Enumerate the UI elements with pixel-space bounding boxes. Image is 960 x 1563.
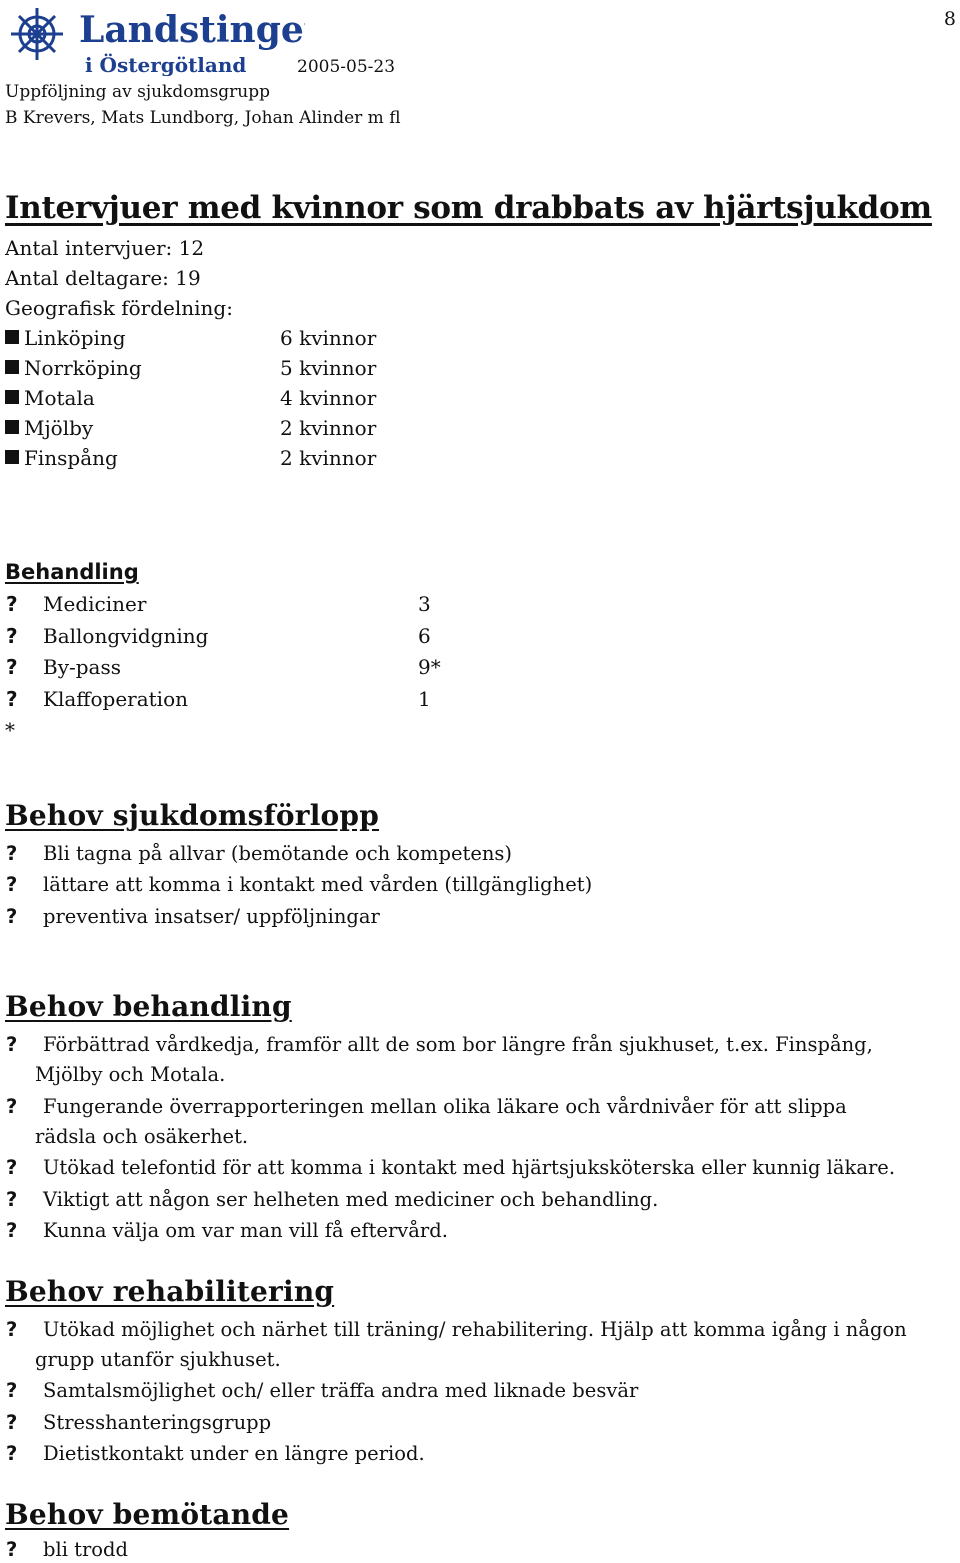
snowflake-emblem-icon	[5, 2, 305, 76]
section-heading-rehab: Behov rehabilitering	[5, 1275, 335, 1308]
geo-row	[5, 326, 405, 354]
square-bullet-icon	[5, 360, 19, 374]
header-project: Uppföljning av sjukdomsgrupp	[5, 82, 271, 102]
section-heading-attitude: Behov bemötande	[5, 1498, 290, 1531]
bullet-glyph: ?	[6, 624, 18, 648]
page-number: 8	[943, 8, 956, 30]
bullet-glyph: ?	[6, 655, 18, 679]
bullet-glyph: ?	[6, 873, 18, 896]
geo-count: 2 kvinnor	[280, 416, 377, 440]
square-bullet-icon	[5, 390, 19, 404]
list-item-text: Utökad möjlighet och närhet till träning/ rehabilitering. Hjälp att komma igång i någon	[43, 1318, 907, 1341]
list-item-text: Förbättrad vårdkedja, framför allt de som bor längre från sjukhuset, t.ex. Finspång,	[43, 1033, 873, 1056]
treatment-label: By-pass	[43, 655, 122, 679]
bullet-glyph: ?	[6, 1411, 18, 1434]
list-item-continuation: grupp utanför sjukhuset.	[35, 1348, 281, 1371]
geo-row	[5, 386, 405, 414]
bullet-glyph: ?	[6, 1379, 18, 1402]
bullet-glyph: ?	[6, 1095, 18, 1118]
header-date: 2005-05-23	[297, 57, 396, 77]
geo-label: Geografisk fördelning:	[5, 296, 233, 320]
geo-count: 5 kvinnor	[280, 356, 377, 380]
geo-city: Mjölby	[24, 416, 94, 440]
treatment-value: 1	[418, 687, 431, 711]
logo-subtext: i Östergötland	[85, 53, 247, 76]
bullet-glyph: ?	[6, 1442, 18, 1465]
list-item-text: Utökad telefontid för att komma i kontakt med hjärtsjuksköterska eller kunnig läkare.	[43, 1156, 896, 1179]
geo-count: 6 kvinnor	[280, 326, 377, 350]
list-item-text: Stresshanteringsgrupp	[43, 1411, 272, 1434]
bullet-glyph: ?	[6, 1188, 18, 1211]
geo-row	[5, 446, 405, 474]
bullet-glyph: ?	[6, 842, 18, 865]
list-item-text: Samtalsmöjlighet och/ eller träffa andra med liknade besvär	[43, 1379, 639, 1402]
treatment-row	[0, 655, 960, 685]
page-title: Intervjuer med kvinnor som drabbats av hjärtsjukdom	[5, 190, 932, 226]
landstinget-logo	[5, 2, 305, 76]
square-bullet-icon	[5, 450, 19, 464]
square-bullet-icon	[5, 420, 19, 434]
bullet-glyph: ?	[6, 592, 18, 616]
geo-city: Linköping	[24, 326, 126, 350]
square-bullet-icon	[5, 330, 19, 344]
treatment-value: 9*	[418, 655, 441, 679]
geo-row	[5, 356, 405, 384]
list-item-continuation: Mjölby och Motala.	[35, 1063, 226, 1086]
geo-row	[5, 416, 405, 444]
geo-city: Motala	[24, 386, 95, 410]
bullet-glyph: ?	[6, 1318, 18, 1341]
treatment-label: Klaffoperation	[43, 687, 188, 711]
list-item-text: lättare att komma i kontakt med vården (tillgänglighet)	[43, 873, 593, 896]
treatment-value: 6	[418, 624, 431, 648]
geo-count: 4 kvinnor	[280, 386, 377, 410]
list-item-text: Viktigt att någon ser helheten med mediciner och behandling.	[43, 1188, 659, 1211]
bullet-glyph: ?	[6, 1538, 18, 1561]
list-item-text: Fungerande överrapporteringen mellan olika läkare och vårdnivåer för att slippa	[43, 1095, 847, 1118]
participant-count: Antal deltagare: 19	[5, 266, 201, 290]
footnote-marker: *	[5, 718, 15, 742]
geo-count: 2 kvinnor	[280, 446, 377, 470]
treatment-value: 3	[418, 592, 431, 616]
list-item-text: bli trodd	[43, 1538, 129, 1561]
geo-city: Norrköping	[24, 356, 142, 380]
list-item-text: Kunna välja om var man vill få eftervård.	[43, 1219, 448, 1242]
list-item-continuation: rädsla och osäkerhet.	[35, 1125, 249, 1148]
bullet-glyph: ?	[6, 1219, 18, 1242]
treatment-row	[0, 687, 960, 717]
treatment-row	[0, 624, 960, 654]
bullet-glyph: ?	[6, 905, 18, 928]
treatment-heading: Behandling	[5, 560, 139, 584]
interview-count: Antal intervjuer: 12	[5, 236, 205, 260]
section-heading-treatment: Behov behandling	[5, 990, 292, 1023]
treatment-label: Ballongvidgning	[43, 624, 209, 648]
section-heading-course: Behov sjukdomsförlopp	[5, 799, 379, 832]
list-item-text: Dietistkontakt under en längre period.	[43, 1442, 425, 1465]
list-item-text: Bli tagna på allvar (bemötande och kompetens)	[43, 842, 513, 865]
bullet-glyph: ?	[6, 687, 18, 711]
logo-text: Landstinget	[79, 9, 305, 51]
header-authors: B Krevers, Mats Lundborg, Johan Alinder m fl	[5, 108, 401, 128]
list-item-text: preventiva insatser/ uppföljningar	[43, 905, 380, 928]
treatment-row	[0, 592, 960, 622]
bullet-glyph: ?	[6, 1033, 18, 1056]
bullet-glyph: ?	[6, 1156, 18, 1179]
treatment-label: Mediciner	[43, 592, 147, 616]
geo-city: Finspång	[24, 446, 118, 470]
